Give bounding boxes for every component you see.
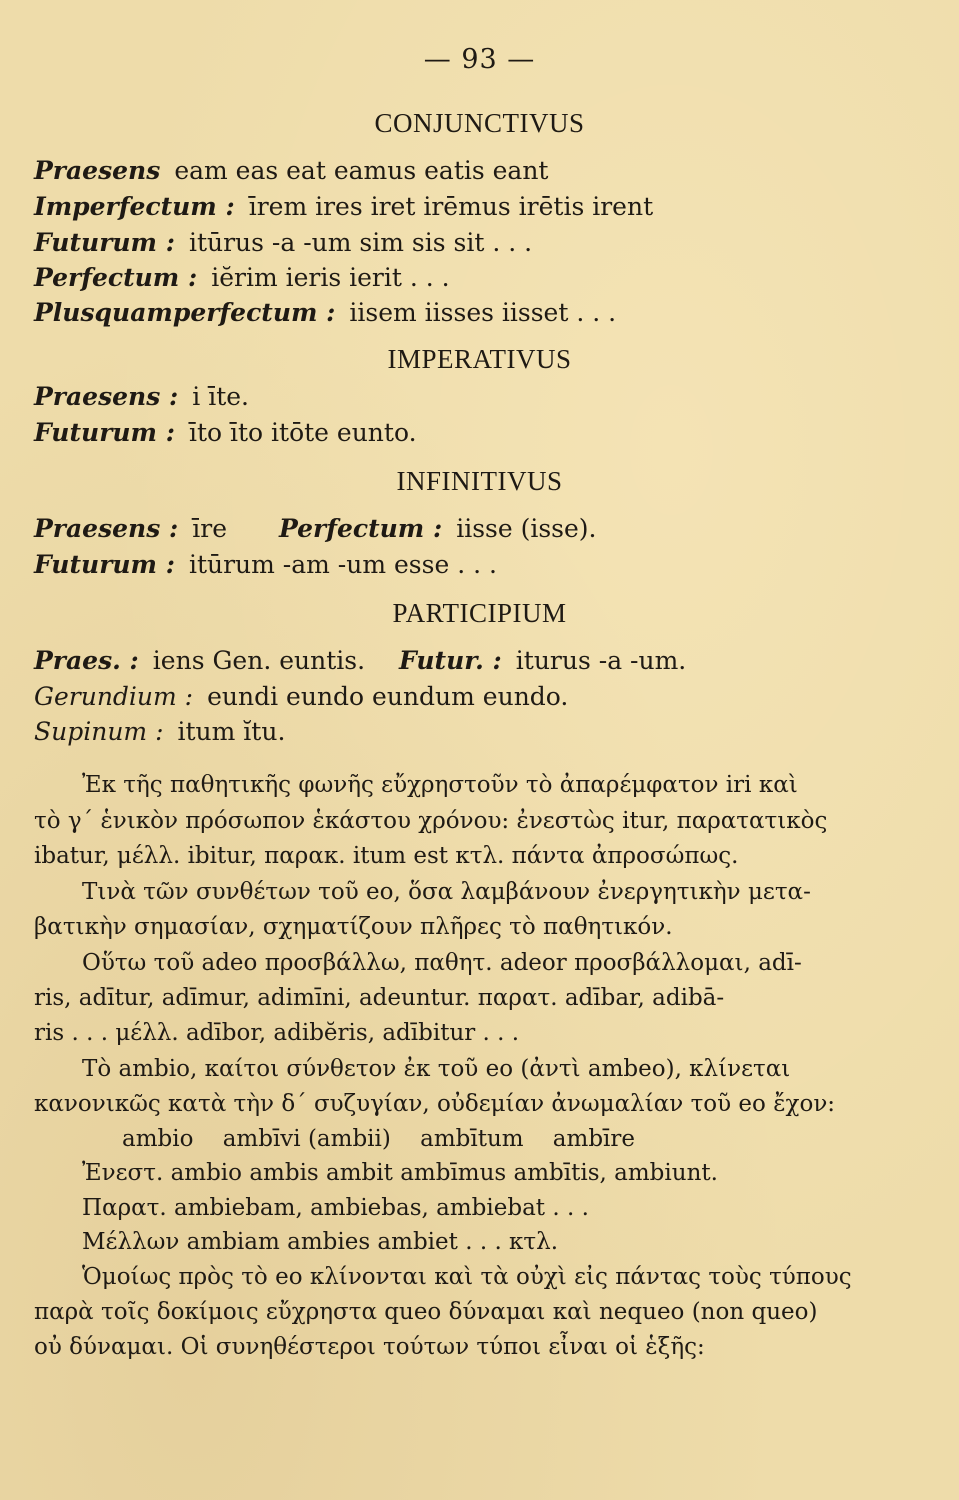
page-number: — 93 — [423,44,536,75]
forms: eam eas eat eamus eatis eant [174,156,549,185]
conj-perfectum [34,263,450,292]
forms: iĕrim ieris ierit . . . [211,263,450,292]
forms: iens Gen. euntis. [152,646,366,675]
label: Futurum : [34,550,175,579]
imp-futurum [34,418,417,447]
text-line: οὐ δύναμαι. Οἱ συνηθέστεροι τούτων τύποι εἶναι οἱ ἑξῆς: [34,1334,705,1360]
label: Imperfectum : [34,192,235,221]
label: Praesens [34,156,161,185]
label-perfectum: Perfectum : [279,514,443,543]
label: Praes. : [34,646,139,675]
label: Praesens : [34,514,179,543]
text-line: παρὰ τοῖς δοκίμοις εὔχρηστα queo δύναμαι καὶ nequeo (non queo) [34,1299,818,1325]
forms: īto īto itōte eunto. [188,418,417,447]
text-line: Οὕτω τοῦ adeo προσβάλλω, παθητ. adeor προσβάλλομαι, adī- [82,950,802,976]
label-futur: Futur. : [399,646,502,675]
imp-praesens [34,382,249,411]
text-line: Τὸ ambio, καίτοι σύνθετον ἐκ τοῦ eo (ἀντὶ ambeo), κλίνεται [82,1056,791,1082]
label: Futurum : [34,418,175,447]
inf-praesens [34,514,597,543]
heading-imperativus: IMPERATIVUS [387,344,572,374]
label: Praesens : [34,382,179,411]
conj-futurum [34,228,532,257]
conj-plusquamperfectum [34,298,616,327]
text-line: ris . . . μέλλ. adībor, adibĕris, adībitur . . . [34,1020,520,1046]
text-line: Τινὰ τῶν συνθέτων τοῦ eo, ὅσα λαμβάνουν ἐνεργητικὴν μετα- [82,879,811,905]
text-line: Ἐκ τῆς παθητικῆς φωνῆς εὔχρηστοῦν τὸ ἀπαρέμφατον iri καὶ [82,772,798,798]
forms: itūrum -am -um esse . . . [188,550,497,579]
text-line: ibatur, μέλλ. ibitur, παρακ. itum est κτλ. πάντα ἀπροσώπως. [34,843,739,869]
text-line: Ὁμοίως πρὸς τὸ eo κλίνονται καὶ τὰ οὐχὶ εἰς πάντας τοὺς τύπους [82,1264,852,1290]
label: Futurum : [34,228,175,257]
text-line: ambio ambīvi (ambii) ambītum ambīre [122,1126,636,1152]
heading-conjunctivus: CONJUNCTIVUS [374,108,585,138]
forms: itūrus -a -um sim sis sit . . . [188,228,533,257]
forms-perfectum: iisse (isse). [456,514,597,543]
inf-futurum [34,550,497,579]
conj-imperfectum [34,192,653,221]
forms: i īte. [192,382,249,411]
heading-participium: PARTICIPIUM [392,598,567,628]
part-supinum [34,717,285,746]
text-line: Μέλλων ambiam ambies ambiet . . . κτλ. [82,1229,559,1255]
label: Perfectum : [34,263,198,292]
forms: iisem iisses iisset . . . [349,298,617,327]
text-line: τὸ γ΄ ἑνικὸν πρόσωπον ἑκάστου χρόνου: ἐνεστὼς itur, παρατατικὸς [34,808,828,834]
forms: īre [192,514,227,543]
text-line: βατικὴν σημασίαν, σχηματίζουν πλῆρες τὸ παθητικόν. [34,914,673,940]
text-line: κανονικῶς κατὰ τὴν δ΄ συζυγίαν, οὐδεμίαν ἀνωμαλίαν τοῦ eo ἔχον: [34,1091,836,1117]
forms-futur: iturus -a -um. [515,646,687,675]
text-line: Ἐνεστ. ambio ambis ambit ambīmus ambītis, ambiunt. [82,1160,718,1186]
heading-infinitivus: INFINITIVUS [396,466,563,496]
conj-praesens [34,156,548,185]
part-praesens [34,646,686,675]
text-line: Παρατ. ambiebam, ambiebas, ambiebat . . . [82,1195,589,1221]
text-line: ris, adītur, adīmur, adimīni, adeuntur. παρατ. adībar, adibā- [34,985,725,1011]
label: Supinum : [34,717,164,746]
part-gerundium [34,682,568,711]
forms: itum ĭtu. [177,717,286,746]
forms: īrem ires iret irēmus irētis irent [248,192,654,221]
label: Gerundium : [34,682,194,711]
forms: eundi eundo eundum eundo. [207,682,569,711]
label: Plusquamperfectum : [34,298,336,327]
